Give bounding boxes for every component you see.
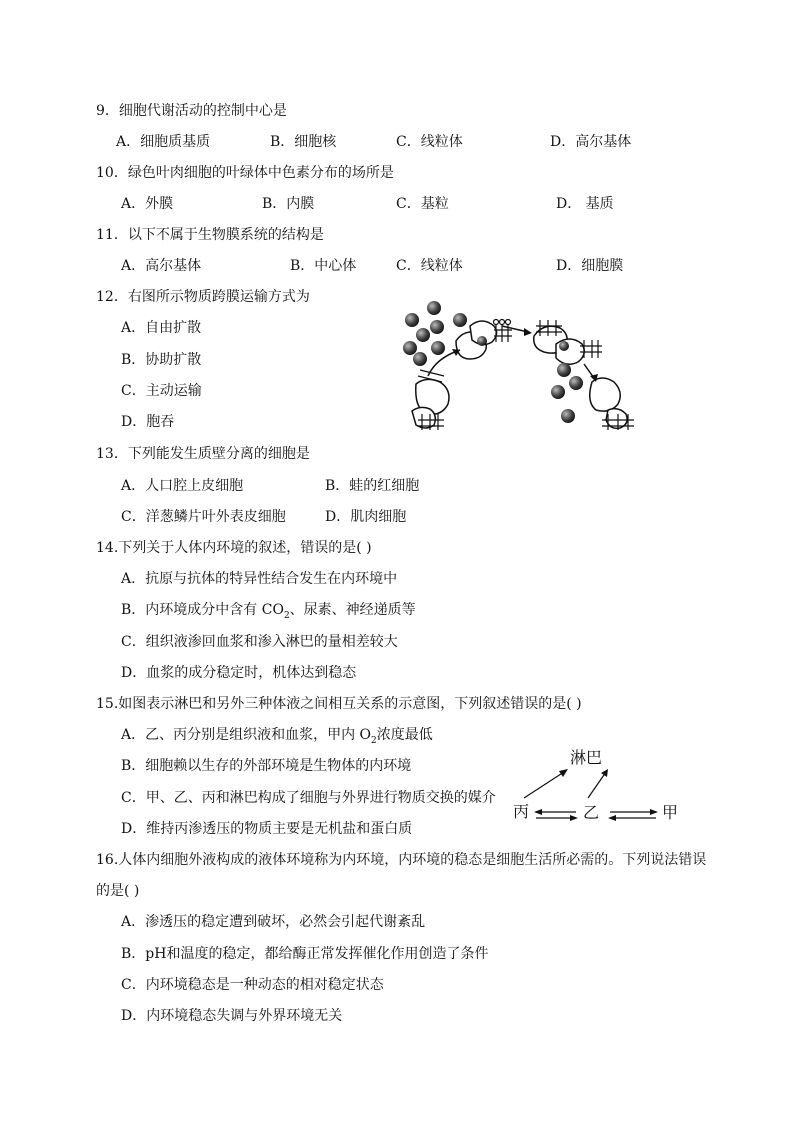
arrow-bing-to-lymph (524, 772, 564, 798)
diagram-label-yi: 乙 (583, 803, 600, 822)
q12-option-d: D．胞吞 (121, 414, 175, 430)
membrane-transport-illustration (398, 296, 648, 436)
arrow-yi-jia-upper-head (650, 809, 658, 815)
arrow-yi-to-lymph (588, 772, 606, 798)
q9-option-a: A．细胞质基质 (116, 134, 211, 150)
q16-option-a: A．渗透压的稳定遭到破坏，必然会引起代谢紊乱 (121, 914, 426, 930)
arrow-bing-yi-lower-head (570, 815, 578, 821)
q15-option-a (121, 725, 433, 751)
q11-option-d: D．细胞膜 (556, 258, 624, 274)
q15-option-a-text: A．乙、丙分别是组织液和血浆，甲内 O (121, 727, 372, 743)
fluid-relationship-arrows (500, 760, 670, 830)
q10-option-c: C．基粒 (396, 196, 449, 212)
q12-option-c: C．主动运输 (121, 383, 202, 399)
diagram-label-bing: 丙 (513, 802, 530, 821)
q15-option-c: C．甲、乙、丙和淋巴构成了细胞与外界进行物质交换的媒介 (121, 790, 496, 806)
diagram-label-jia: 甲 (662, 803, 679, 822)
q13-option-d: D．肌肉细胞 (325, 509, 407, 525)
arrow-yi-to-lymph-head (601, 769, 608, 777)
q9-option-d: D．高尔基体 (550, 134, 632, 150)
question-13-stem: 13．下列能发生质壁分离的细胞是 (96, 446, 310, 462)
q10-option-a: A．外膜 (121, 196, 174, 212)
question-10-stem: 10．绿色叶肉细胞的叶绿体中色素分布的场所是 (96, 165, 394, 181)
molecules-right (551, 363, 583, 423)
arrow-bing-yi-upper-head (534, 809, 542, 815)
q9-option-c: C．线粒体 (396, 134, 463, 150)
q10-option-d: D． 基质 (556, 196, 614, 212)
q16-option-b: B．pH和温度的稳定，都给酶正常发挥催化作用创造了条件 (121, 946, 489, 962)
question-14-stem: 14.下列关于人体内环境的叙述，错误的是( ) (96, 540, 372, 556)
q15-option-a-subscript: 2 (371, 735, 377, 746)
q10-option-b: B．内膜 (262, 196, 315, 212)
q12-option-a: A．自由扩散 (121, 320, 202, 336)
question-15-stem: 15.如图表示淋巴和另外三种体液之间相互关系的示意图，下列叙述错误的是( ) (96, 696, 582, 712)
q14-option-c: C．组织液渗回血浆和渗入淋巴的量相差较大 (121, 634, 398, 650)
q11-option-c: C．线粒体 (396, 258, 463, 274)
q14-option-b-rest: 、尿素、神经递质等 (289, 602, 416, 618)
q13-option-a: A．人口腔上皮细胞 (121, 478, 244, 494)
q14-option-d: D．血浆的成分稳定时，机体达到稳态 (121, 665, 357, 681)
arrow-bing-to-lymph-head (559, 769, 568, 777)
arrow-top-head (524, 328, 532, 336)
question-12-stem: 12．右图所示物质跨膜运输方式为 (96, 289, 310, 305)
q16-option-c: C．内环境稳态是一种动态的相对稳定状态 (121, 977, 384, 993)
q15-option-b: B．细胞赖以生存的外部环境是生物体的内环境 (121, 758, 412, 774)
q15-option-a-rest: 浓度最低 (376, 727, 433, 743)
q14-option-b (121, 600, 416, 626)
q16-option-d: D．内环境稳态失调与外界环境无关 (121, 1008, 343, 1024)
q13-option-b: B．蛙的红细胞 (325, 478, 420, 494)
q13-option-c: C．洋葱鳞片叶外表皮细胞 (121, 509, 286, 525)
q15-option-d: D．维持丙渗透压的物质主要是无机盐和蛋白质 (121, 821, 413, 837)
molecules-left (403, 301, 467, 366)
q11-option-a: A．高尔基体 (121, 258, 202, 274)
q14-option-b-subscript: 2 (283, 610, 290, 621)
q14-option-a: A．抗原与抗体的特异性结合发生在内环境中 (121, 571, 398, 587)
question-16-stem-line2: 的是( ) (96, 883, 140, 899)
arrow-yi-jia-lower-head (608, 815, 616, 821)
question-11-stem: 11．以下不属于生物膜系统的结构是 (96, 227, 324, 243)
q9-option-b: B．细胞核 (270, 134, 337, 150)
carrier-protein-right (534, 326, 627, 428)
q12-option-b: B．协助扩散 (121, 352, 202, 368)
question-16-stem-line1: 16.人体内细胞外液构成的液体环境称为内环境，内环境的稳态是细胞生活所必需的。下列说法错误 (96, 852, 707, 868)
diagram-label-lymph: 淋巴 (570, 748, 603, 767)
q14-option-b-text: B．内环境成分中含有 CO (121, 602, 284, 618)
question-9-stem: 9．细胞代谢活动的控制中心是 (96, 103, 287, 119)
q11-option-b: B．中心体 (290, 258, 357, 274)
